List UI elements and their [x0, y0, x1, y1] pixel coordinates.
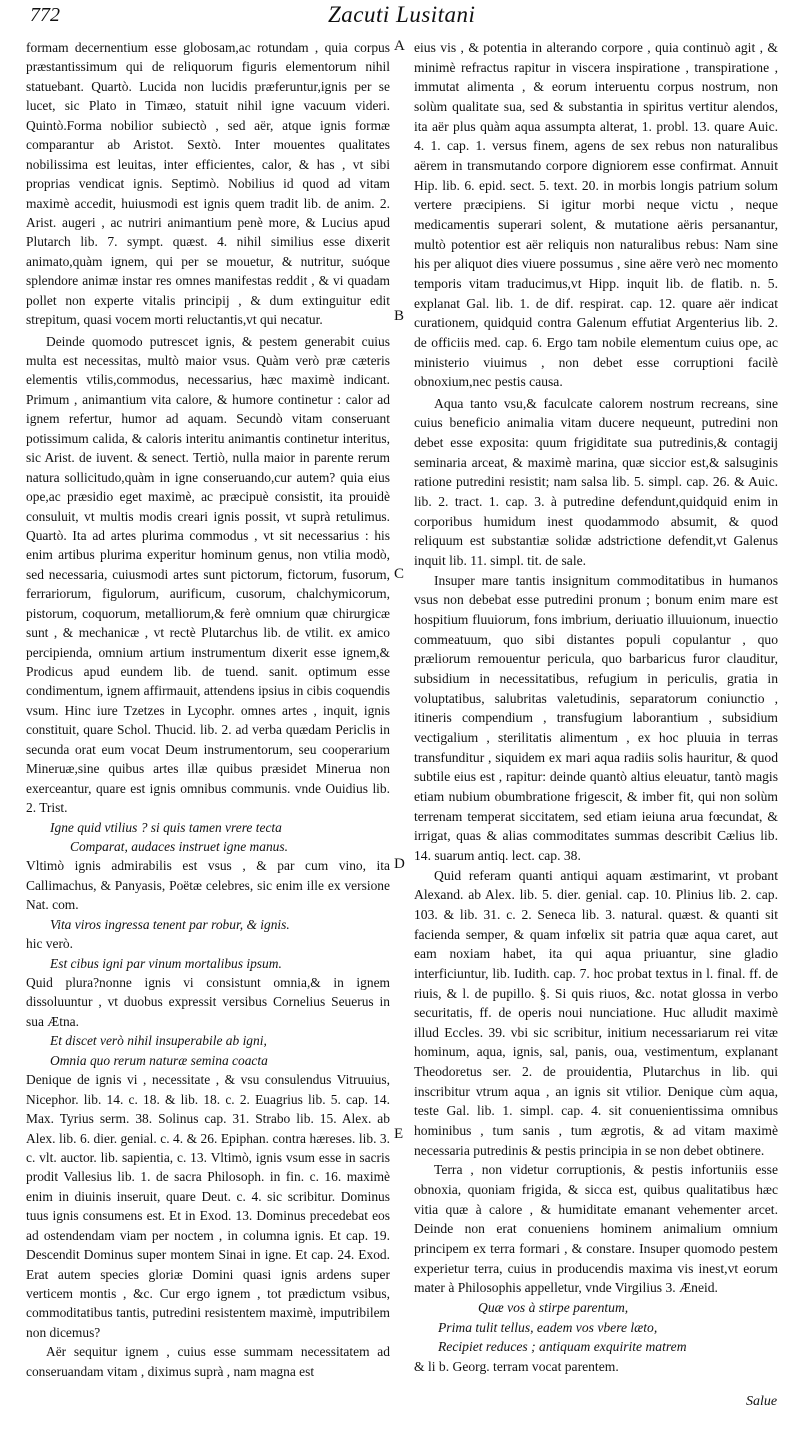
right-paragraph-1: eius vis , & potentia in alterando corpore , quia continuò agit , & minimè refractus rapitur in viscera inspiratione , transpiratione , immutat alimenta , & eorum interuentu corpus nostrum, non solùm qualitate sua, sed & substantia in spiritus vertitur alendos, ita aër plus quàm aqua assumpta alterat, 1. probl. 13. quare Auic. 4. 1. cap. 1. versus finem, agens de sex rebus non naturalibus aërem in transmutando corpore digniorem esse confirmat. Annuit Hip. lib. 6. epid. sect. 5. text. 20. in morbis longis patrium solum vertere præcipiens. Si igitur morbi neque victu , neque medicamentis superari solent, & mutatione aëris persanantur, multò potentior est aër reliquis non naturalibus rebus: Nam sine his per aliquot dies viuere possumus , sine aëre verò nec momento temporis vitam traducimus,vt Hipp. inquit lib. de flatib. n. 5. explanat Gal. lib. 1. de dif. respirat. cap. 12. quare aër indicat curationem, quidquid contra Galenum effutiat Argenterius lib. 2. de officiis med. cap. 6. Ergo tam nobile elementum cuius ope, ac ministerio viuimus , non debet esse corruptioni facilè obnoxium,nec pestis causa. [414, 40, 778, 390]
margin-marker-d: D [394, 856, 405, 872]
left-paragraph-7: Aër sequitur ignem , cuius esse summam necessitatem ad conseruandam vitam , diximus suprà , nam magna est [26, 1344, 390, 1379]
callimachus-verse: Vita viros ingressa tenent par robur, & ignis. [50, 916, 290, 932]
catchword: Salue [746, 1394, 778, 1409]
virgil-verse-line-3: Recipiet reduces ; antiquam exquirite matrem [438, 1339, 687, 1355]
panyasis-verse: Est cibus igni par vinum mortalibus ipsum. [50, 955, 282, 971]
left-paragraph-4: hic verò. [26, 936, 74, 952]
left-paragraph-1: formam decernentium esse globosam,ac rotundam , quia corpus præstantissimum qui de reliquorum figuris elementorum nihil statuebant. Quartò. Lucida non lucidis præferuntur,ignis per se lucet, sic Plato in Timæo, statuit nihil igne vacuum videri. Quintò.Forma nobilior subiectò , sed aër, atque ignis formæ comparantur ab Aristot. Sextò. Inter mouentes qualitates nobilissima est leuitas, inter efficientes, calor, & has , vt sibi proprias vendicat ignis. Septimò. Nobilius id quod ad vitam maximè accedit, huiusmodi est ignis quem tradit lib. de anim. 2. Arist. augeri , ac nutriri animantium penè more, & Lucius apud Plutarch lib. 7. sympt. quæst. 4. nihil similius esse dixerit animato,quàm ignem, qui per se mouetur, & nutritur, suóque splendore animæ instar res omnes manifestas reddit , & vi quadam pollet non experte vitalis principij , & dum extinguitur edit strepitum, quasi vocem morti reluctantis,vt qui necatur. [26, 40, 390, 328]
ovid-verse-line-1: Igne quid vtilius ? si quis tamen vrere tecta [50, 819, 282, 835]
aetna-verse-line-1: Et discet verò nihil insuperabile ab igni, [50, 1033, 267, 1049]
right-paragraph-6: & li b. Georg. terram vocat parentem. [414, 1358, 619, 1374]
left-paragraph-6: Denique de ignis vi , necessitate , & vsu consulendus Vitruuius, Nicephor. lib. 14. c. 18. & lib. 18. c. 2. Euagrius lib. 5. cap. 14. Max. Tyrius serm. 38. Solinus cap. 31. Strabo lib. 15. Alex. ab Alex. lib. 6. dier. genial. c. 4. & 26. Epiphan. contra hæreses. lib. 3. c. vlt. auctor. lib. sapientia, c. 13. Vltimò, ignis vsum esse in sacris prodit Vallesius lib. 1. de sacra Philosoph. in fin. c. 16. maximè enim in diuinis inseruit, quare Deut. c. 4. sic scribitur. Dominus tuus ignis consumens est. Et in Exod. 13. Dominus precedebat eos ad ostendendam viam per noctem , in columna ignis. Et cap. 19. Descendit Dominus super montem Sinai in igne. Et cap. 24. Exod. Erat autem species gloriæ Domini quasi ignis ardens super verticem montis , &c. Cur ergo ignem , tot prædictum vsibus, commoditatibus tantis, putredini resistentem maximè, imputribilem non dicemus? [26, 1072, 390, 1340]
left-paragraph-3: Vltimò ignis admirabilis est vsus , & par cum vino, ita Callimachus, & Panyasis, Poëtæ celebres, sic enim ille ex versione Nat. com. [26, 858, 390, 913]
right-paragraph-4: Quid referam quanti antiqui aquam æstimarint, vt probant Alexand. ab Alex. lib. 5. dier. genial. cap. 10. Plinius lib. 2. cap. 103. & lib. 31. c. 2. Seneca lib. 3. natural. quæst. & quanti sit facienda semper, & quam infœlix sit patria quæ aqua caret, aut eam noxiam habet, ita qui aqua priuantur, sine gladio interficiuntur, lib. Iudith. cap. 7. hoc probat textus in l. final. ff. de riuis, & l. de pupillo. §. Si quis riuos, &c. notat glossa in verbo securitatis, ff. de operis noui nunciatione. Huc alludit maximè illud Eccles. 39. vbi sic scribitur, initium necessariarum rei vitæ hominum, aqua, ignis, sal, panis, oua, vestimentum, explanant Theodoretus ser. 2. de prouidentia, Plutarchus in lib. qui inscribitur vtrum aqua , an ignis sit vtilior. Denique cùm aqua, teste Gal. lib. 1. simpl. cap. 4. sit conuenientissima omnibus hominibus , tum sanis , tum ægrotis, & ad vitam maximè necessaria putredinis & pestis principia in se non debet obtinere. [414, 867, 778, 1158]
right-paragraph-5: Terra , non videtur corruptionis, & pestis infortuniis esse obnoxia, quoniam frigida, & sicca est, quibus qualitatibus hæc vitia quæ à calore , & humiditate emanant vehementer arcet. Deinde non erat conueniens hominem animalium omnium principem ex terra formari , & constare. Insuper quomodo pestem experietur terra, cuius in producendis maxima vis inest,vt eorum mater à Philosophis appelletur, vnde Virgilius 3. Æneid. [414, 1162, 778, 1296]
margin-marker-c: C [394, 566, 405, 582]
aetna-verse-line-2: Omnia quo rerum naturæ semina coacta [50, 1052, 268, 1068]
margin-markers [391, 0, 411, 1442]
running-title: Zacuti Lusitani [328, 2, 476, 27]
margin-marker-e: E [394, 1126, 404, 1142]
right-paragraph-2: Aqua tanto vsu,& faculcate calorem nostrum recreans, sine cuius beneficio animalia vitam ducere nequeunt, putredini non debet esse exposita: quum frigiditate sua putredinis,& contagij seminaria arceat, & maximè marina, quæ siccior est,& salsuginis ratione putredini resistit; nam salsa lib. 5. simpl. cap. 26. & Auic. lib. 2. tract. 1. cap. 3. à putredine defendunt,quidquid enim in corporibus humidum inest quodammodo absumit, & quod reliquum est substantiæ solidæ adstrictione defendit,vt Galenus inquit lib. 11. simpl. tit. de sale. [414, 395, 778, 569]
margin-marker-a: A [394, 38, 405, 54]
virgil-verse-line-1: Quæ vos à stirpe parentum, [478, 1300, 629, 1315]
virgil-verse-line-2: Prima tulit tellus, eadem vos vbere læto, [438, 1319, 658, 1335]
ovid-verse-line-2: Comparat, audaces instruet igne manus. [70, 838, 288, 854]
page-number: 772 [30, 4, 60, 26]
left-paragraph-5: Quid plura?nonne ignis vi consistunt omnia,& in ignem dissoluuntur , vt duobus expressit versibus Cornelius Seuerus in sua Ætna. [26, 975, 390, 1029]
margin-marker-b: B [394, 308, 405, 324]
right-column [414, 38, 778, 1377]
left-column [26, 38, 390, 1381]
left-paragraph-2: Deinde quomodo putrescet ignis, & pestem generabit cuius multa est necessitas, multò maior vsus. Quàm verò præ cæteris elementis vtilis,commodus, necessarius, hæc maximè indicant. Primum , animantium vita calore, & humore continetur : calor ad ignem refertur, humor ad aquam. Secundò vitam conseruant potissimum calida, & caloris interitu animantis continetur interitus, sic Arist. de iuvent. & senect. Tertiò, nulla maior in parente rerum natura sollicitudo,quàm in igne conseruando,cur autem? quia eius ope,ac præsidio eget maximè, ac præcipuè consistit, ita prouidè consuluit, vt multis modis creari ignis possit, vt suprà retulimus. Quartò. Ita ad artes plurima commodus , vt sit necessarius : his enim artibus plurima experitur hominum genus, non vtilia modò, sed necessaria, cuiusmodi artes sunt pictorum, fictorum, fusorum, ferrariorum, figulorum, aurificum, cusorum, chalchymicorum, pistorum, coquorum, metalliorum,& ferè omnium quæ chirurgicæ sunt , & mechanicæ , vt rectè Plutarchus lib. de vtilit. ex amico percipienda, omnium artium instrumentum dixerit esse ignem,& Prodicus apud eundem lib. de tuend. sanit. optimum esse condimentum, ignem affirmauit, attendens ipsius in cibis coquendis vsum. Hinc iure Tzetzes in Lycophr. omnes artes , inquit, ignis constituit, quare Schol. Thucid. lib. 2. ad verba quædam Periclis in secunda orat eum vocat Deum instrumentorum, seu cooperarium Mineruæ,sine quibus artes illæ quibus præsidet Minerua non exerceantur, quare est ignis omnibus communis. vnde Ouidius lib. 2. Trist. [26, 333, 390, 816]
right-paragraph-3: Insuper mare tantis insignitum commoditatibus in humanos vsus non debebat esse putredini pronum ; bonum enim mare est hospitium fluuiorum, fons imbrium, deriuatio illuuionum, inuectio commeatuum, quo sibi distantes populi copulantur , quo præliorum remouentur pericula, quo barbaricus furor clauditur, subsidium in necessitatibus, refugium in periculis, gratia in voluptatibus, salubritas valetudinis, separatorum coniunctio , itineris compendium , transfugium laborantium , subsidium vectigalium , sterilitatis alimentum , ex hoc pluuia in terras transfunditur , siquidem ex mari aqua radiis solis hauritur, & quod subtile eius est , rapitur: deinde quantò altius eleuatur, tantò magis etiam nubium obumbratione frigescit, & imber fit, qui non solùm terrenam temperat siccitatem, sed etiam ieiuna arua fœcundat, & irrigat, quas & alias commoditates summas describit Cælius lib. 14. suarum antiq. lect. cap. 38. [414, 572, 778, 863]
